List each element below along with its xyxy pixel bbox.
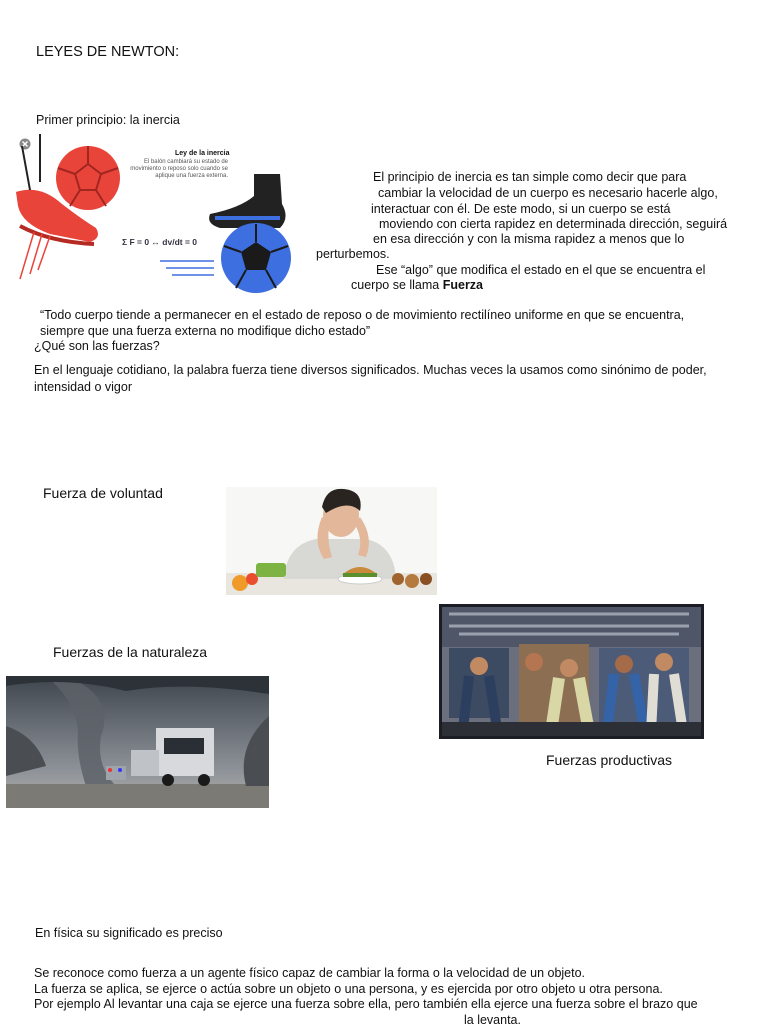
inertia-paragraph-line: en esa dirección y con la misma rapidez a menos que lo [373,232,685,246]
productive-forces-image [439,604,704,739]
nature-forces-label: Fuerzas de la naturaleza [53,644,208,660]
inertia-heading: Primer principio: la inercia [36,113,180,127]
inertia-image-title: Ley de la inercia [175,150,230,157]
fuerza-bold-term: Fuerza [442,278,484,292]
inertia-paragraph-line: perturbemos. [316,247,390,261]
productive-forces-label: Fuerzas productivas [546,752,673,768]
willpower-image [226,487,437,595]
physics-paragraph-line: la levanta. [464,1013,521,1027]
inertia-paragraph-line: El principio de inercia es tan simple como decir que para [373,170,687,184]
inertia-paragraph-line: interactuar con él. De este modo, si un cuerpo se está [371,202,671,216]
forces-question: ¿Qué son las fuerzas? [34,339,160,353]
inertia-paragraph-line: Ese “algo” que modifica el estado en el que se encuentra el [376,263,706,277]
everyday-paragraph-line: intensidad o vigor [34,380,132,394]
inertia-formula: Σ F = 0 ↔ dv/dt = 0 [122,237,198,247]
everyday-paragraph-line: En el lenguaje cotidiano, la palabra fuerza tiene diversos significados. Muchas veces la usamos como sinónimo de poder, [34,363,707,377]
physics-paragraph-line: Se reconoce como fuerza a un agente físico capaz de cambiar la forma o la velocidad de un objeto. [34,966,586,980]
willpower-label: Fuerza de voluntad [43,485,163,501]
inertia-illustration [10,134,300,294]
page-title: LEYES DE NEWTON: [36,44,180,60]
nature-forces-image [6,676,269,808]
inertia-paragraph-line: moviendo con cierta rapidez en determinada dirección, seguirá [379,217,728,231]
inertia-quote-line: “Todo cuerpo tiende a permanecer en el estado de reposo o de movimiento rectilíneo uniforme en que se encuentra, [40,308,685,322]
inertia-quote-line: siempre que una fuerza externa no modifique dicho estado” [40,324,371,338]
physics-paragraph-line: La fuerza se aplica, se ejerce o actúa sobre un objeto o una persona, y es ejercida por otro objeto u otra persona. [34,982,663,996]
inertia-paragraph-line: cambiar la velocidad de un cuerpo es necesario hacerle algo, [378,186,718,200]
inertia-image-caption: El balón cambiará su estado de movimiento o reposo solo cuando se aplique una fuerza externa. [130,159,228,179]
inertia-paragraph-last-line: cuerpo se llama Fuerza [351,278,484,292]
physics-paragraph-line: Por ejemplo Al levantar una caja se ejerce una fuerza sobre ella, pero también ella ejerce una fuerza sobre el brazo que [34,997,698,1011]
physics-heading: En física su significado es preciso [35,926,223,940]
